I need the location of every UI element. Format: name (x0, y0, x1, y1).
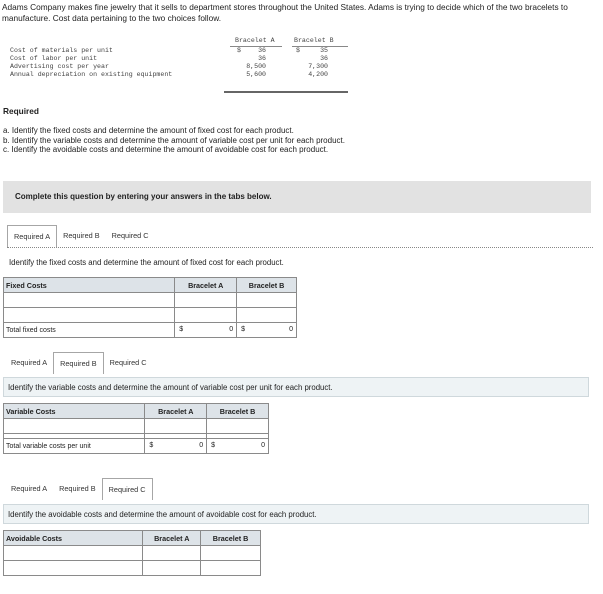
cost-name-input[interactable] (4, 561, 142, 575)
cost-data-table (4, 37, 348, 93)
cost-col-a-header: Bracelet A (235, 37, 275, 44)
bracelet-a-value: 36 (258, 47, 266, 54)
total-bracelet-a (175, 323, 237, 338)
column-header: Bracelet B (201, 531, 261, 546)
table-bottom-rule (224, 91, 348, 93)
bracelet-a-value: 8,500 (246, 63, 266, 70)
column-header: Bracelet A (143, 531, 201, 546)
table-header-row (4, 531, 261, 546)
cost-col-b-header: Bracelet B (294, 37, 334, 44)
table-header-row (4, 404, 269, 419)
total-value: 0 (199, 442, 204, 449)
table-header-row (4, 278, 297, 293)
dollar-sign: $ (241, 326, 246, 333)
table-row (4, 293, 297, 308)
required-item-c: c. Identify the avoidable costs and determine the amount of avoidable cost for each product. (3, 145, 329, 154)
cost-row (4, 47, 348, 55)
section-instruction: Identify the variable costs and determine the amount of variable cost per unit for each product. (3, 377, 589, 397)
problem-intro: Adams Company makes fine jewelry that it sells to department stores throughout the United States. Adams is trying to decide which of the two bracelets to manufacture. Cost data pertaining to the two choices follow. (2, 2, 568, 23)
dollar-sign: $ (211, 442, 216, 449)
bracelet-b-input[interactable] (237, 308, 296, 322)
section-instruction: Identify the avoidable costs and determine the amount of avoidable cost for each product. (3, 504, 589, 524)
tab-required-b[interactable]: Required B (63, 231, 100, 240)
tab-required-b[interactable]: Required B (59, 484, 96, 493)
bracelet-b-value: 35 (320, 47, 328, 54)
required-heading: Required (3, 106, 39, 116)
total-value: 0 (289, 326, 293, 333)
cost-row (4, 55, 348, 63)
table-row (4, 419, 269, 434)
bracelet-a-input[interactable] (143, 546, 200, 560)
tab-bar (5, 352, 153, 374)
required-list (3, 126, 345, 155)
section-instruction: Identify the fixed costs and determine the amount of fixed cost for each product. (9, 258, 284, 267)
column-header: Bracelet B (207, 404, 269, 419)
column-header: Bracelet A (175, 278, 237, 293)
total-row (4, 439, 269, 454)
tab-required-b[interactable]: Required B (53, 352, 104, 374)
tab-required-a[interactable]: Required A (11, 358, 48, 367)
bracelet-b-input[interactable] (201, 546, 260, 560)
table-row (4, 308, 297, 323)
cost-row-label: Cost of labor per unit (10, 55, 98, 62)
total-value: 0 (261, 442, 265, 449)
cost-row-label: Advertising cost per year (10, 63, 109, 70)
bracelet-a-input[interactable] (143, 561, 200, 575)
tab-divider (7, 247, 593, 248)
total-bracelet-a (145, 439, 207, 454)
cost-row-label: Cost of materials per unit (10, 47, 113, 54)
bracelet-a-value: 5,600 (246, 71, 266, 78)
column-header: Variable Costs (4, 404, 145, 419)
cost-row-label: Annual depreciation on existing equipment (10, 71, 173, 78)
column-header: Bracelet B (237, 278, 297, 293)
fixed-costs-table (3, 277, 297, 338)
total-bracelet-b (237, 323, 297, 338)
bracelet-a-input[interactable] (175, 308, 236, 322)
table-row (4, 561, 261, 576)
tab-required-c[interactable]: Required C (109, 358, 147, 367)
cost-name-input[interactable] (4, 419, 144, 433)
avoidable-costs-table (3, 530, 261, 576)
total-row (4, 323, 297, 338)
required-item-a: a. Identify the fixed costs and determine the amount of fixed cost for each product. (3, 126, 294, 135)
cost-row (4, 63, 348, 71)
cost-name-input[interactable] (4, 308, 174, 322)
bracelet-b-input[interactable] (201, 561, 260, 575)
bracelet-b-input[interactable] (207, 419, 268, 433)
bracelet-b-value: 36 (320, 55, 328, 62)
total-bracelet-b (207, 439, 269, 454)
column-header: Bracelet A (145, 404, 207, 419)
dollar-sign: $ (149, 442, 154, 449)
bracelet-b-input[interactable] (237, 293, 296, 307)
cost-name-input[interactable] (4, 546, 142, 560)
bracelet-b-value: 7,300 (308, 63, 328, 70)
tab-bar (7, 225, 155, 247)
tab-required-c[interactable]: Required C (111, 231, 149, 240)
bracelet-a-input[interactable] (175, 293, 236, 307)
required-item-b: b. Identify the variable costs and determine the amount of variable cost per unit for each product. (3, 135, 345, 145)
total-label: Total fixed costs (4, 323, 175, 338)
dollar-sign: $ (179, 326, 184, 333)
column-header: Avoidable Costs (4, 531, 143, 546)
tab-required-a[interactable]: Required A (11, 484, 48, 493)
bracelet-b-value: 4,200 (308, 71, 328, 78)
tab-required-c[interactable]: Required C (102, 478, 153, 500)
cost-row (4, 71, 348, 79)
cost-name-input[interactable] (4, 293, 174, 307)
table-row (4, 546, 261, 561)
dollar-sign: $ (296, 47, 300, 54)
tab-bar (5, 478, 153, 500)
variable-costs-table (3, 403, 269, 454)
column-header: Fixed Costs (4, 278, 175, 293)
bracelet-a-value: 36 (258, 55, 266, 62)
instructions-banner: Complete this question by entering your answers in the tabs below. (3, 181, 591, 213)
tab-required-a[interactable]: Required A (7, 225, 57, 247)
total-label: Total variable costs per unit (4, 439, 145, 454)
bracelet-a-input[interactable] (145, 419, 206, 433)
total-value: 0 (229, 326, 234, 333)
dollar-sign: $ (237, 47, 241, 54)
